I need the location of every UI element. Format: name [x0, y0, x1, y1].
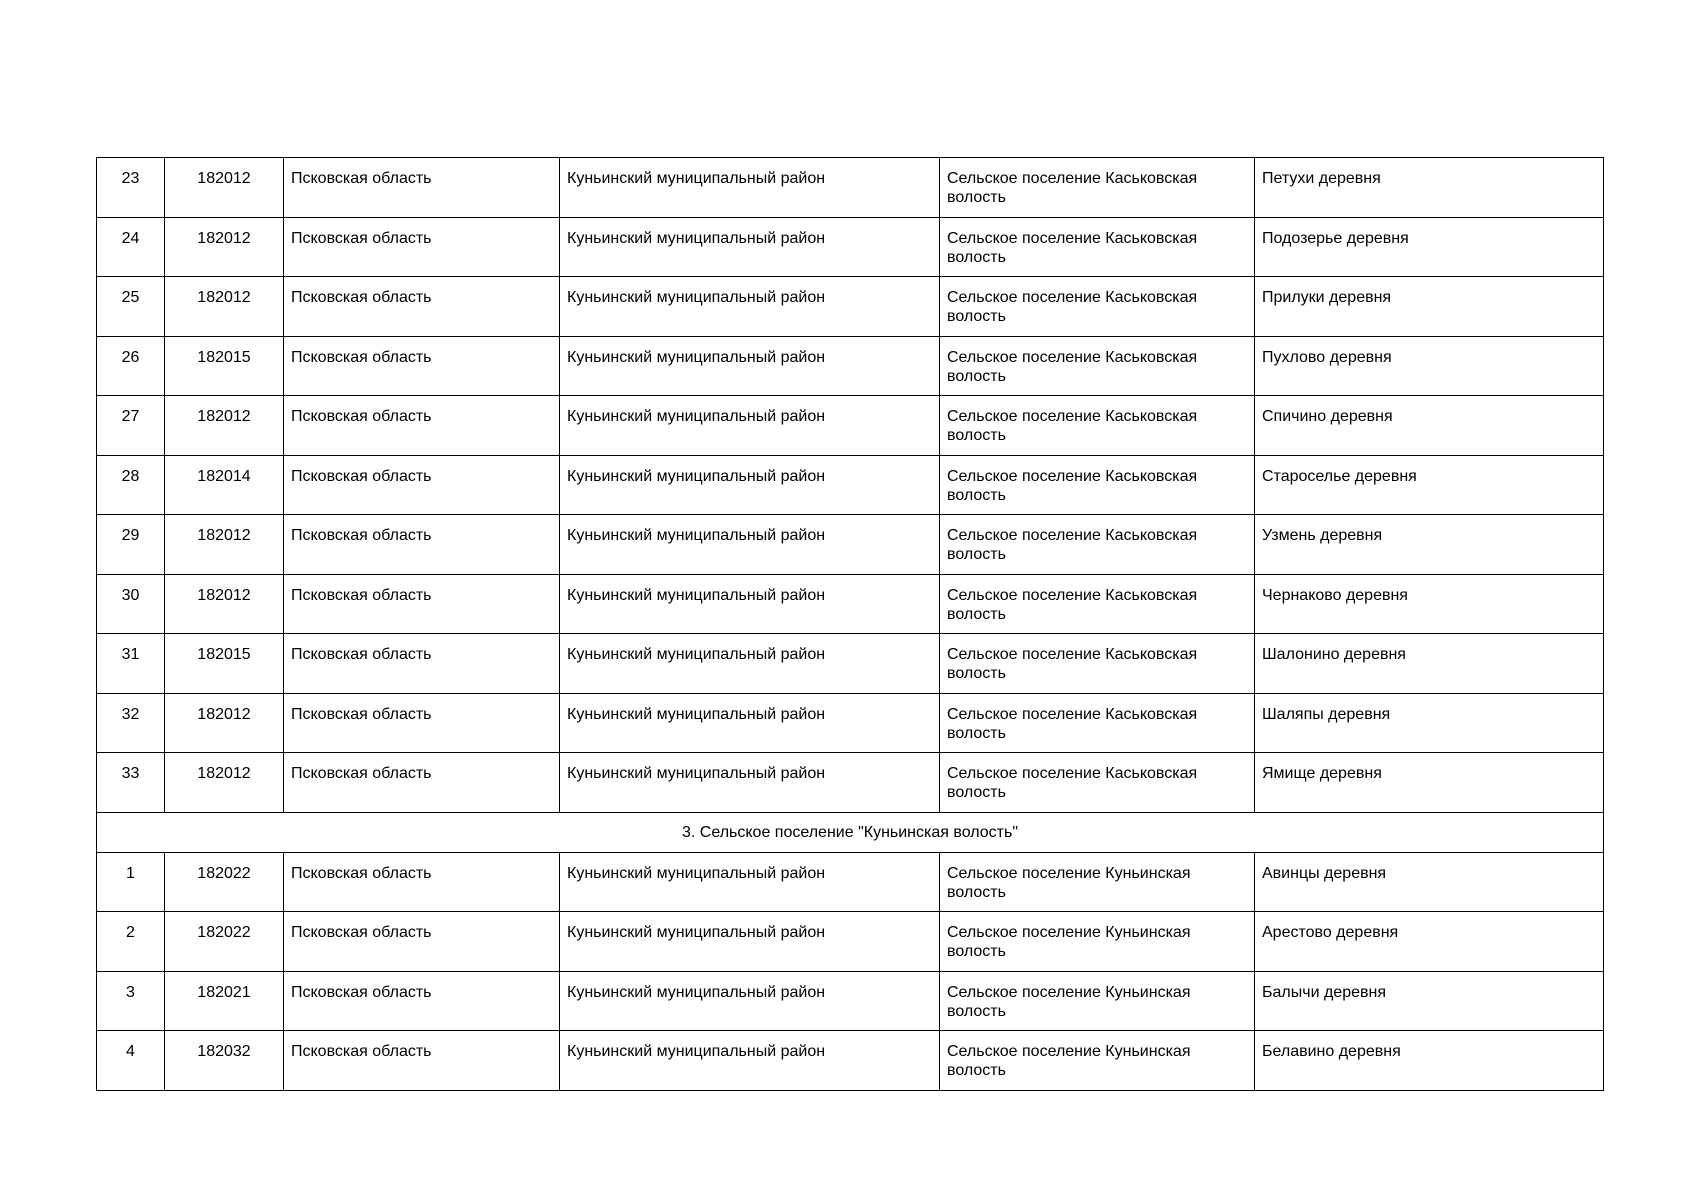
- locality-cell: Чернаково деревня: [1255, 574, 1604, 634]
- postal-index: 182022: [165, 852, 284, 912]
- region-cell: Псковская область: [284, 1031, 560, 1091]
- district-cell: Куньинский муниципальный район: [560, 515, 940, 575]
- postal-index: 182012: [165, 515, 284, 575]
- row-number: 3: [97, 971, 165, 1031]
- table-row: [97, 971, 1604, 1031]
- postal-index: 182012: [165, 574, 284, 634]
- locality-cell: Шалонино деревня: [1255, 634, 1604, 694]
- table-row: [97, 753, 1604, 813]
- table-row: [97, 455, 1604, 515]
- section-title: 3. Сельское поселение "Куньинская волость": [97, 812, 1604, 852]
- district-cell: Куньинский муниципальный район: [560, 336, 940, 396]
- locality-cell: Арестово деревня: [1255, 912, 1604, 972]
- district-cell: Куньинский муниципальный район: [560, 852, 940, 912]
- settlement-cell: Сельское поселение Куньинская волость: [940, 971, 1255, 1031]
- postal-index: 182012: [165, 396, 284, 456]
- region-cell: Псковская область: [284, 217, 560, 277]
- district-cell: Куньинский муниципальный район: [560, 574, 940, 634]
- district-cell: Куньинский муниципальный район: [560, 912, 940, 972]
- table-section: [97, 812, 1604, 852]
- district-cell: Куньинский муниципальный район: [560, 158, 940, 218]
- settlement-cell: Сельское поселение Каськовская волость: [940, 217, 1255, 277]
- row-number: 23: [97, 158, 165, 218]
- settlement-cell: Сельское поселение Каськовская волость: [940, 455, 1255, 515]
- row-number: 32: [97, 693, 165, 753]
- settlement-cell: Сельское поселение Каськовская волость: [940, 158, 1255, 218]
- table-row: [97, 1031, 1604, 1091]
- settlement-cell: Сельское поселение Каськовская волость: [940, 634, 1255, 694]
- locality-cell: Балычи деревня: [1255, 971, 1604, 1031]
- region-cell: Псковская область: [284, 634, 560, 694]
- locality-cell: Спичино деревня: [1255, 396, 1604, 456]
- postal-index: 182012: [165, 693, 284, 753]
- region-cell: Псковская область: [284, 158, 560, 218]
- district-cell: Куньинский муниципальный район: [560, 1031, 940, 1091]
- postal-index: 182021: [165, 971, 284, 1031]
- table-body-kaskovskaya: [97, 158, 1604, 813]
- table-row: [97, 336, 1604, 396]
- region-cell: Псковская область: [284, 971, 560, 1031]
- region-cell: Псковская область: [284, 852, 560, 912]
- settlement-cell: Сельское поселение Каськовская волость: [940, 277, 1255, 337]
- locality-table: [96, 157, 1604, 1091]
- district-cell: Куньинский муниципальный район: [560, 396, 940, 456]
- postal-index: 182012: [165, 277, 284, 337]
- region-cell: Псковская область: [284, 455, 560, 515]
- settlement-cell: Сельское поселение Куньинская волость: [940, 852, 1255, 912]
- region-cell: Псковская область: [284, 336, 560, 396]
- locality-cell: Авинцы деревня: [1255, 852, 1604, 912]
- postal-index: 182015: [165, 634, 284, 694]
- region-cell: Псковская область: [284, 396, 560, 456]
- settlement-cell: Сельское поселение Куньинская волость: [940, 1031, 1255, 1091]
- district-cell: Куньинский муниципальный район: [560, 217, 940, 277]
- locality-cell: Прилуки деревня: [1255, 277, 1604, 337]
- row-number: 1: [97, 852, 165, 912]
- settlement-cell: Сельское поселение Каськовская волость: [940, 693, 1255, 753]
- table-row: [97, 852, 1604, 912]
- row-number: 24: [97, 217, 165, 277]
- region-cell: Псковская область: [284, 277, 560, 337]
- postal-index: 182032: [165, 1031, 284, 1091]
- settlement-cell: Сельское поселение Каськовская волость: [940, 574, 1255, 634]
- district-cell: Куньинский муниципальный район: [560, 971, 940, 1031]
- row-number: 27: [97, 396, 165, 456]
- row-number: 33: [97, 753, 165, 813]
- locality-cell: Белавино деревня: [1255, 1031, 1604, 1091]
- district-cell: Куньинский муниципальный район: [560, 634, 940, 694]
- table-row: [97, 158, 1604, 218]
- settlement-cell: Сельское поселение Каськовская волость: [940, 336, 1255, 396]
- settlement-cell: Сельское поселение Каськовская волость: [940, 396, 1255, 456]
- district-cell: Куньинский муниципальный район: [560, 277, 940, 337]
- locality-cell: Узмень деревня: [1255, 515, 1604, 575]
- table-row: [97, 515, 1604, 575]
- table-row: [97, 217, 1604, 277]
- row-number: 30: [97, 574, 165, 634]
- locality-cell: Ямище деревня: [1255, 753, 1604, 813]
- postal-index: 182012: [165, 753, 284, 813]
- postal-index: 182022: [165, 912, 284, 972]
- row-number: 29: [97, 515, 165, 575]
- region-cell: Псковская область: [284, 693, 560, 753]
- settlement-cell: Сельское поселение Каськовская волость: [940, 515, 1255, 575]
- table-row: [97, 574, 1604, 634]
- postal-index: 182012: [165, 217, 284, 277]
- settlement-cell: Сельское поселение Куньинская волость: [940, 912, 1255, 972]
- region-cell: Псковская область: [284, 515, 560, 575]
- row-number: 25: [97, 277, 165, 337]
- settlement-cell: Сельское поселение Каськовская волость: [940, 753, 1255, 813]
- postal-index: 182012: [165, 158, 284, 218]
- district-cell: Куньинский муниципальный район: [560, 753, 940, 813]
- district-cell: Куньинский муниципальный район: [560, 455, 940, 515]
- row-number: 31: [97, 634, 165, 694]
- district-cell: Куньинский муниципальный район: [560, 693, 940, 753]
- row-number: 4: [97, 1031, 165, 1091]
- table-row: [97, 912, 1604, 972]
- table-row: [97, 634, 1604, 694]
- table-row: [97, 396, 1604, 456]
- region-cell: Псковская область: [284, 574, 560, 634]
- postal-index: 182014: [165, 455, 284, 515]
- section-header-row: [97, 812, 1604, 852]
- locality-cell: Шаляпы деревня: [1255, 693, 1604, 753]
- locality-cell: Подозерье деревня: [1255, 217, 1604, 277]
- table-row: [97, 277, 1604, 337]
- region-cell: Псковская область: [284, 912, 560, 972]
- locality-cell: Петухи деревня: [1255, 158, 1604, 218]
- postal-index: 182015: [165, 336, 284, 396]
- row-number: 26: [97, 336, 165, 396]
- row-number: 28: [97, 455, 165, 515]
- locality-cell: Пухлово деревня: [1255, 336, 1604, 396]
- locality-cell: Староселье деревня: [1255, 455, 1604, 515]
- region-cell: Псковская область: [284, 753, 560, 813]
- row-number: 2: [97, 912, 165, 972]
- table-row: [97, 693, 1604, 753]
- table-body-kuninskaya: [97, 852, 1604, 1090]
